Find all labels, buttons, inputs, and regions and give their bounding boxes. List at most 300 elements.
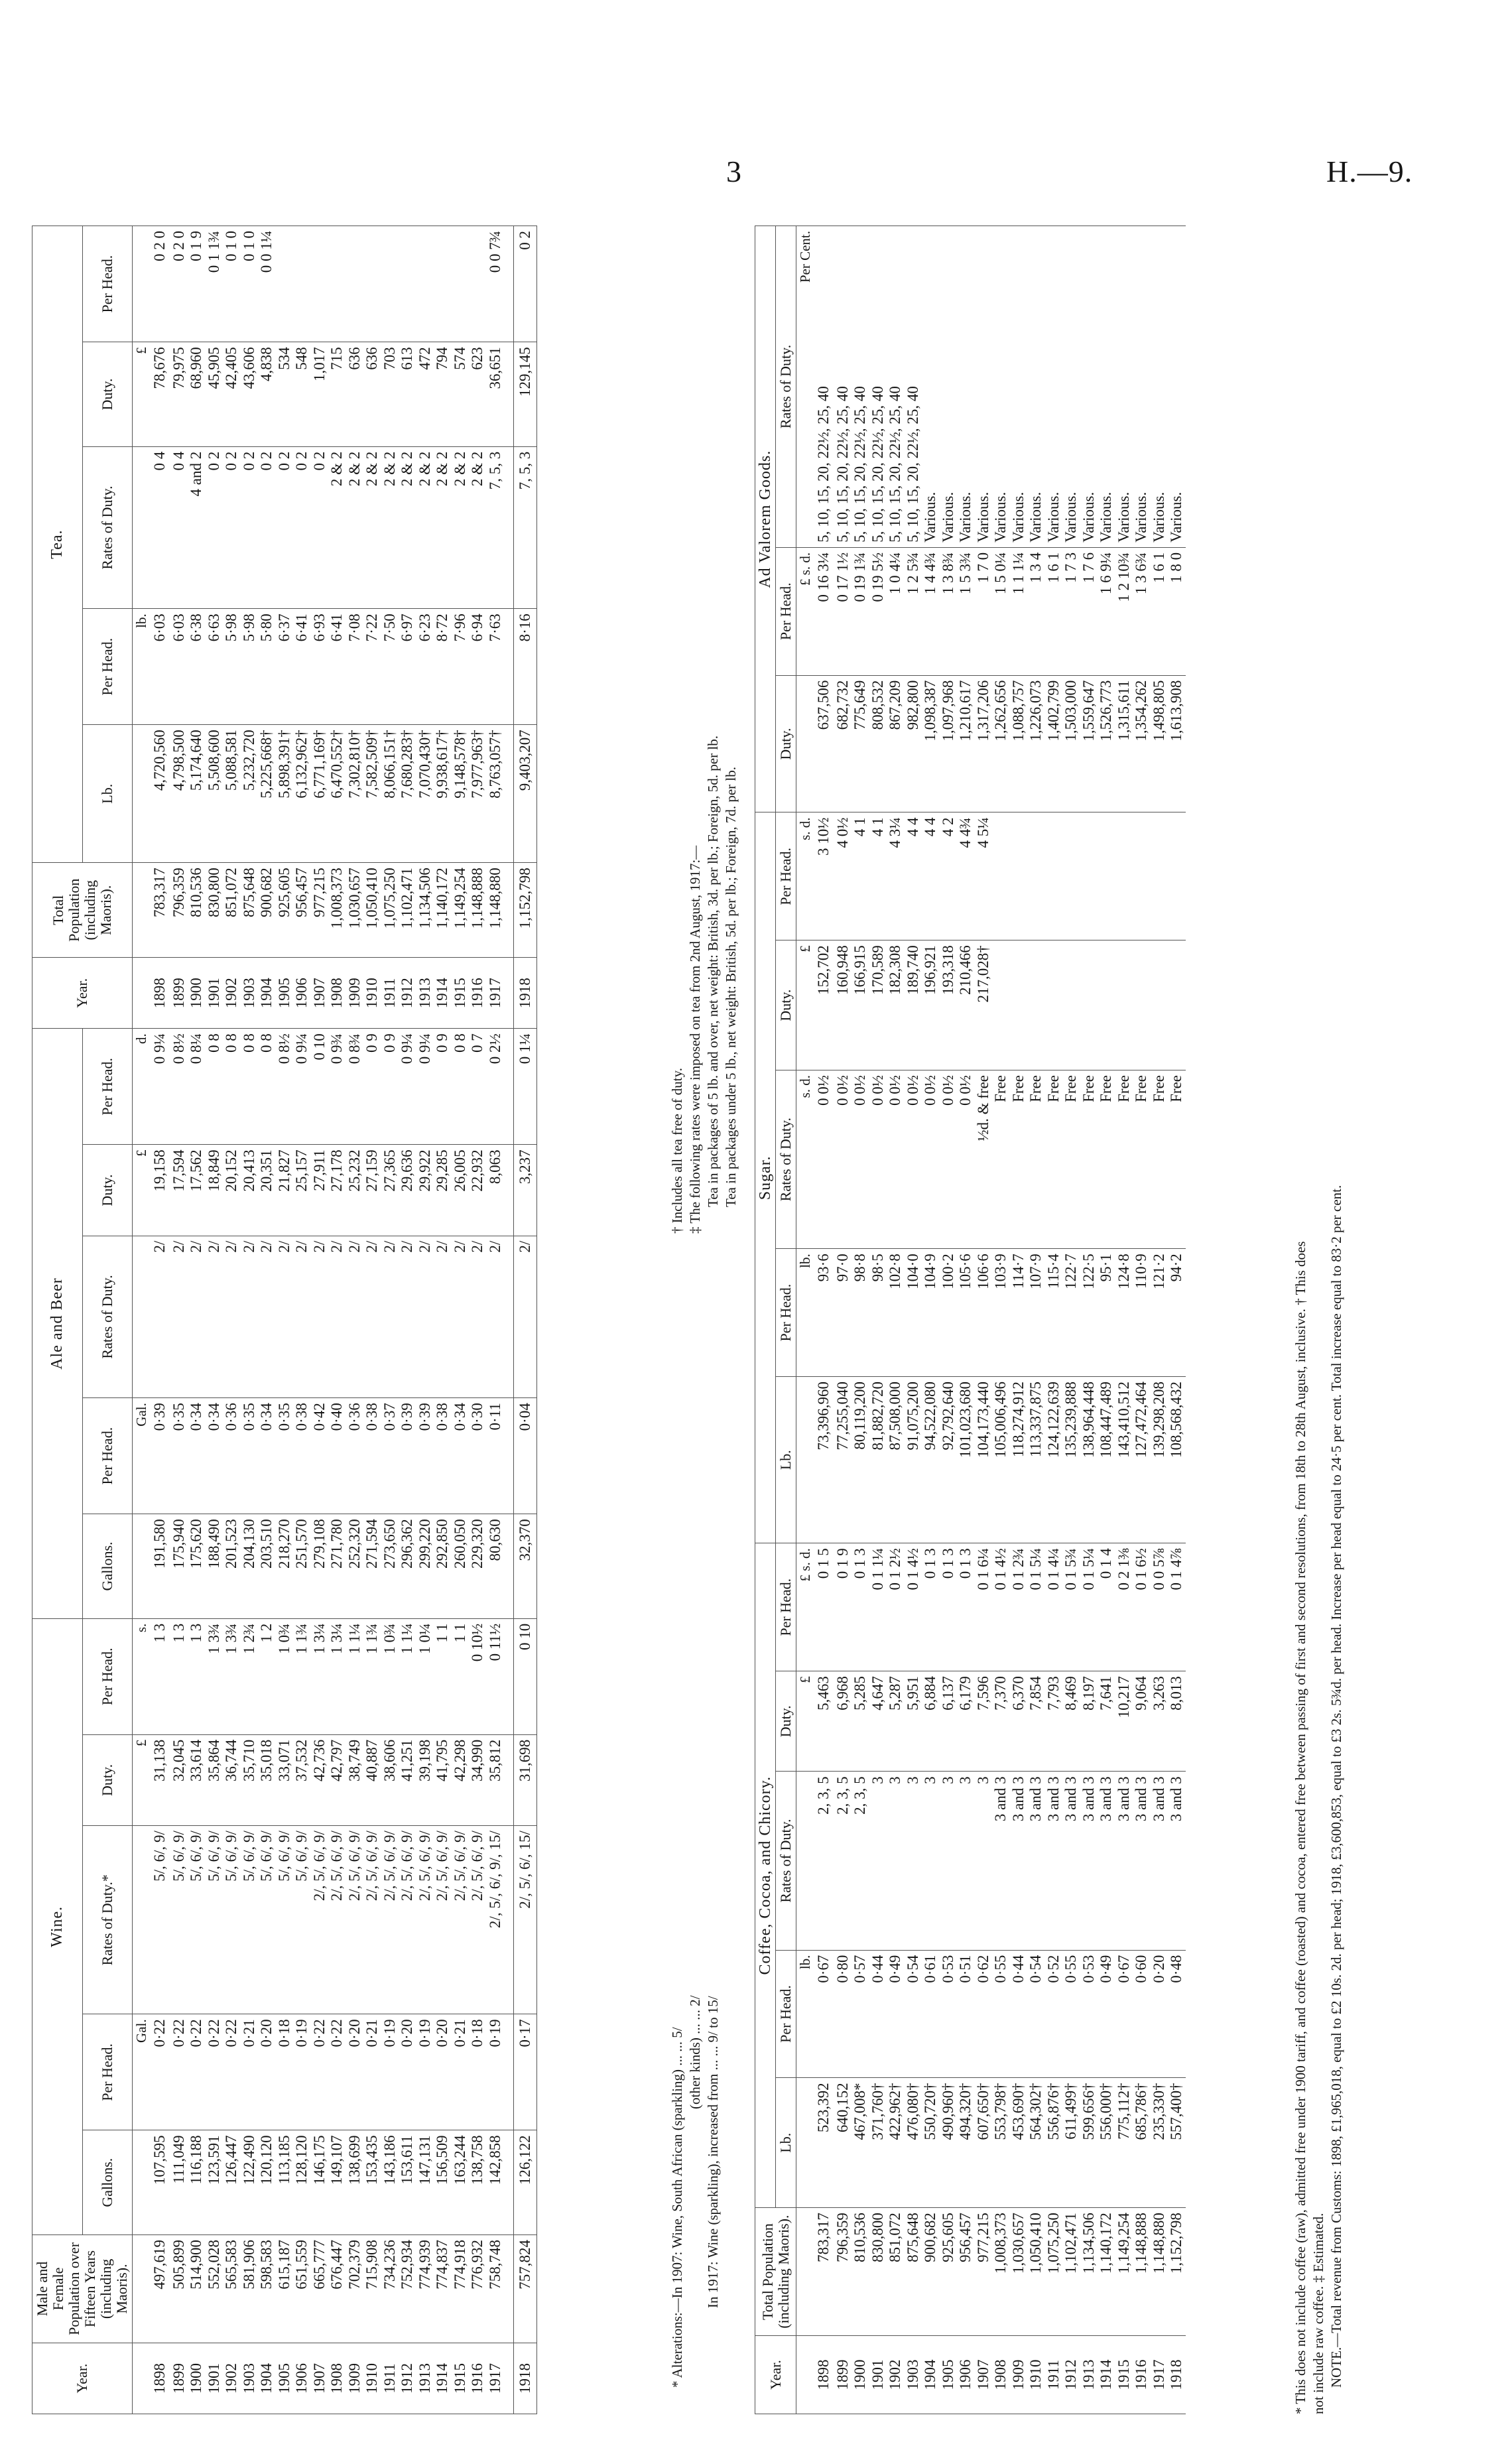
- cell-sugar-rates: 0 0½: [851, 1070, 869, 1248]
- unit-percent: Per Cent.: [796, 226, 814, 548]
- cell-wine-rates: 5/, 6/, 9/: [206, 1826, 223, 2014]
- cell-adval-duty: 1,498,805: [1151, 675, 1168, 812]
- cell-sugar-psd: 4 1: [869, 812, 887, 940]
- cell-year: 1917: [487, 2343, 505, 2414]
- cell-sugar-ph: 105·6: [957, 1249, 975, 1377]
- group-ad-valorem: Ad Valorem Goods.: [755, 226, 776, 812]
- cell-wine-ph: 1 3: [170, 1618, 188, 1734]
- cell-adult-pop: 774,918: [452, 2234, 470, 2343]
- cell-wine-duty: 36,744: [223, 1734, 241, 1825]
- cell-totpop: 977,215: [975, 2208, 993, 2336]
- cell-sugar-rates: 0 0½: [940, 1070, 958, 1248]
- cell-totpop: 1,140,172: [1098, 2208, 1115, 2336]
- note-line: Tea in packages under 5 lb., net weight: British, 5d. per lb.; Foreign, 7d. per lb.: [723, 767, 739, 1207]
- cell-year: 1912: [1062, 2336, 1080, 2414]
- cell-tea-totpop: 1,075,250: [381, 863, 399, 958]
- cell-ale-gallons: 271,780: [328, 1514, 346, 1619]
- cell-coffee-psd: 0 1 6½: [1133, 1543, 1151, 1671]
- cell-wine-per-head: 0·18: [276, 2014, 294, 2130]
- cell-ale-duty: 27,911: [311, 1145, 329, 1236]
- cell-sugar-ph: 110·9: [1133, 1249, 1151, 1377]
- col-adval-per-head: Per Head.: [776, 547, 796, 675]
- cell-totpop: 1,148,888: [1133, 2208, 1151, 2336]
- cell-tea-per-head: 6·97: [399, 609, 416, 725]
- cell-year: 1909: [346, 2343, 364, 2414]
- cell-wine-gallons: 143,186: [381, 2130, 399, 2235]
- cell-wine-gallons: 153,611: [399, 2130, 416, 2235]
- cell-coffee-duty: 7,854: [1027, 1671, 1045, 1772]
- table-wine-ale-tea: [32, 226, 537, 2414]
- rotated-page-content: [32, 226, 1344, 2414]
- cell-totpop: 1,134,506: [1080, 2208, 1098, 2336]
- cell-tea-rates: 0 2: [311, 446, 329, 608]
- cell-tea-rates: 0 2: [206, 446, 223, 608]
- cell-wine-rates: 2/, 5/, 6/, 9/: [416, 1826, 434, 2014]
- cell-adval-psd: 1 2 10¾: [1115, 547, 1133, 675]
- customs-notes: [1292, 226, 1346, 2414]
- cell-coffee-psd: 0 1 4¼: [1045, 1543, 1063, 1671]
- cell-wine-gallons: 142,858: [487, 2130, 505, 2235]
- cell-adval-psd: 1 3 8¾: [940, 547, 958, 675]
- cell-adval-psd: 1 5 3¾: [957, 547, 975, 675]
- cell-sugar-duty: 189,740: [905, 940, 922, 1070]
- cell-tea-duty: 636: [346, 342, 364, 447]
- cell-sugar-lb: 113,337,875: [1027, 1377, 1045, 1543]
- cell-coffee-ph: 0·80: [834, 1950, 852, 2078]
- cell-wine-rates: 2/, 5/, 6/, 9/: [399, 1826, 416, 2014]
- cell-ale-per-head: 0·34: [258, 1398, 276, 1514]
- cell-coffee-ph: 0·67: [1115, 1950, 1133, 2078]
- cell-coffee-lb: 490,960†: [940, 2078, 958, 2208]
- cell-tea-duty: 42,405: [223, 342, 241, 447]
- cell-year: 1906: [293, 2343, 311, 2414]
- cell-year: 1915: [452, 958, 470, 1029]
- spacer-cell: [504, 226, 514, 342]
- cell-coffee-ph: 0·20: [1151, 1950, 1168, 2078]
- cell-totpop: 851,072: [887, 2208, 905, 2336]
- cell-year: 1898: [151, 958, 170, 1029]
- cell-sugar-lb: 94,522,080: [922, 1377, 940, 1543]
- cell-total-tea-ph: 0 2: [514, 226, 537, 342]
- cell-tea-duty: 79,975: [170, 342, 188, 447]
- cell-wine-ph: 0 10½: [469, 1618, 487, 1734]
- col-year-2: Year.: [32, 958, 133, 1029]
- cell-sugar-duty: 160,948: [834, 940, 852, 1070]
- cell-wine-per-head: 0·22: [311, 2014, 329, 2130]
- cell-sugar-duty: [1062, 940, 1080, 1070]
- cell-adult-pop: 598,583: [258, 2234, 276, 2343]
- cell-coffee-psd: 0 1 4: [1098, 1543, 1115, 1671]
- cell-tea-ph: 0 2 0: [170, 226, 188, 342]
- table-row: [469, 226, 487, 2414]
- cell-ale-ph: 0 9¾: [328, 1029, 346, 1145]
- cell-coffee-psd: 0 1 9: [834, 1543, 852, 1671]
- cell-sugar-rates: Free: [1168, 1070, 1186, 1248]
- cell-tea-rates: 2 & 2: [434, 446, 452, 608]
- cell-coffee-lb: 523,392: [814, 2078, 834, 2208]
- cell-year: 1899: [170, 2343, 188, 2414]
- cell-tea-per-head: 8·72: [434, 609, 452, 725]
- cell-year: 1907: [311, 958, 329, 1029]
- col-adval-rates: Rates of Duty.: [776, 226, 796, 548]
- cell-wine-duty: 35,812: [487, 1734, 505, 1825]
- cell-tea-ph: [276, 226, 294, 342]
- cell-sugar-ph: 121·2: [1151, 1249, 1168, 1377]
- table-row: [992, 226, 1010, 2414]
- cell-tea-rates: 0 2: [293, 446, 311, 608]
- table-row: [1133, 226, 1151, 2414]
- cell-ale-ph: 0 8½: [170, 1029, 188, 1145]
- cell-sugar-duty: 210,466: [957, 940, 975, 1070]
- cell-coffee-rates: 2, 3, 5: [834, 1772, 852, 1950]
- cell-total-ale-duty: 3,237: [514, 1145, 537, 1236]
- unit-pound: £: [796, 1671, 814, 1772]
- cell-coffee-ph: 0·57: [851, 1950, 869, 2078]
- cell-ale-duty: 25,157: [293, 1145, 311, 1236]
- cell-year: 1903: [905, 2336, 922, 2414]
- cell-totpop: 1,152,798: [1168, 2208, 1186, 2336]
- cell-adval-psd: 1 6 9¼: [1098, 547, 1115, 675]
- cell-coffee-lb: 685,786†: [1133, 2078, 1151, 2208]
- cell-adval-rates: Various.: [1045, 226, 1063, 548]
- cell-totpop: 875,648: [905, 2208, 922, 2336]
- cell-year: 1899: [170, 958, 188, 1029]
- cell-year: 1912: [399, 958, 416, 1029]
- cell-ale-gallons: 229,320: [469, 1514, 487, 1619]
- cell-sugar-ph: 98·5: [869, 1249, 887, 1377]
- wine-alterations-notes: [668, 1260, 722, 2388]
- cell-wine-ph: 1 1¼: [399, 1618, 416, 1734]
- cell-coffee-rates: 3: [975, 1772, 993, 1950]
- cell-coffee-duty: 6,370: [1010, 1671, 1028, 1772]
- cell-tea-per-head: 6·38: [188, 609, 206, 725]
- cell-sugar-rates: Free: [1027, 1070, 1045, 1248]
- cell-ale-gallons: 188,490: [206, 1514, 223, 1619]
- cell-sugar-rates: 0 0½: [887, 1070, 905, 1248]
- cell-year: 1911: [1045, 2336, 1063, 2414]
- cell-total-wine-per-head: 0·17: [514, 2014, 537, 2130]
- cell-tea-duty: 45,905: [206, 342, 223, 447]
- cell-tea-ph: 0 2 0: [151, 226, 170, 342]
- cell-wine-rates: 2/, 5/, 6/, 9/: [381, 1826, 399, 2014]
- cell-ale-gallons: 175,940: [170, 1514, 188, 1619]
- cell-tea-rates: 2 & 2: [399, 446, 416, 608]
- cell-ale-gallons: 299,220: [416, 1514, 434, 1619]
- col-coffee-duty-per-head: Per Head.: [776, 1543, 796, 1671]
- unit-gal: Gal.: [133, 1398, 151, 1514]
- cell-ale-duty: 19,158: [151, 1145, 170, 1236]
- cell-wine-gallons: 116,188: [188, 2130, 206, 2235]
- cell-adval-psd: 0 19 5½: [869, 547, 887, 675]
- cell-coffee-psd: 0 1 1¼: [869, 1543, 887, 1671]
- cell-sugar-rates: ½d. & free: [975, 1070, 993, 1248]
- cell-sugar-rates: 0 0½: [905, 1070, 922, 1248]
- col-coffee-duty: Duty.: [776, 1671, 796, 1772]
- spacer-cell: [504, 958, 514, 1029]
- cell-coffee-lb: 453,690†: [1010, 2078, 1028, 2208]
- cell-tea-totpop: 875,648: [241, 863, 259, 958]
- col-tea-lb: Lb.: [82, 725, 133, 863]
- unit-lb: lb.: [796, 1950, 814, 2078]
- cell-tea-totpop: 1,102,471: [399, 863, 416, 958]
- cell-ale-duty: 22,932: [469, 1145, 487, 1236]
- table-row: [975, 226, 993, 2414]
- cell-ale-duty: 25,232: [346, 1145, 364, 1236]
- cell-tea-lb: 7,582,509†: [363, 725, 381, 863]
- table-total-row: [514, 226, 537, 2414]
- cell-year: 1907: [311, 2343, 329, 2414]
- cell-ale-duty: 18,849: [206, 1145, 223, 1236]
- cell-tea-duty: 36,651: [487, 342, 505, 447]
- cell-wine-gallons: 107,595: [151, 2130, 170, 2235]
- cell-adult-pop: 497,619: [151, 2234, 170, 2343]
- tea-notes: [668, 239, 740, 1234]
- cell-ale-ph: 0 10: [311, 1029, 329, 1145]
- cell-ale-rates: 2/: [328, 1236, 346, 1397]
- cell-total-tea-per-head: 8·16: [514, 609, 537, 725]
- cell-wine-per-head: 0·21: [363, 2014, 381, 2130]
- cell-ale-per-head: 0·34: [206, 1398, 223, 1514]
- cell-tea-duty: 613: [399, 342, 416, 447]
- cell-tea-lb: 9,148,578†: [452, 725, 470, 863]
- cell-adval-psd: 1 6 1: [1151, 547, 1168, 675]
- cell-tea-ph: 0 1 0: [241, 226, 259, 342]
- table-row: [487, 226, 505, 2414]
- cell-coffee-ph: 0·53: [1080, 1950, 1098, 2078]
- cell-sugar-psd: 4 4: [905, 812, 922, 940]
- cell-wine-per-head: 0·22: [151, 2014, 170, 2130]
- cell-sugar-rates: Free: [1151, 1070, 1168, 1248]
- cell-wine-duty: 38,606: [381, 1734, 399, 1825]
- cell-adval-duty: 1,613,908: [1168, 675, 1186, 812]
- cell-adval-duty: 682,732: [834, 675, 852, 812]
- cell-total-ale-ph: 0 1¼: [514, 1029, 537, 1145]
- cell-wine-ph: 0 11½: [487, 1618, 505, 1734]
- cell-coffee-lb: 557,400†: [1168, 2078, 1186, 2208]
- col-adval-duty: Duty.: [776, 675, 796, 812]
- cell-sugar-lb: 81,882,720: [869, 1377, 887, 1543]
- cell-coffee-ph: 0·53: [940, 1950, 958, 2078]
- cell-year: 1911: [381, 2343, 399, 2414]
- col-sugar-duty: Duty.: [776, 940, 796, 1070]
- table-row: [1027, 226, 1045, 2414]
- cell-tea-per-head: 7·63: [487, 609, 505, 725]
- cell-adult-pop: 615,187: [276, 2234, 294, 2343]
- cell-wine-rates: 5/, 6/, 9/: [258, 1826, 276, 2014]
- cell-tea-totpop: 796,359: [170, 863, 188, 958]
- spacer-cell: [504, 342, 514, 447]
- cell-year: 1902: [223, 2343, 241, 2414]
- cell-adval-duty: 1,559,647: [1080, 675, 1098, 812]
- cell-sugar-psd: 4 3¼: [887, 812, 905, 940]
- cell-adval-rates: Various.: [1010, 226, 1028, 548]
- cell-ale-duty: 29,285: [434, 1145, 452, 1236]
- table-row: [1062, 226, 1080, 2414]
- cell-sugar-psd: [1010, 812, 1028, 940]
- cell-adval-rates: Various.: [975, 226, 993, 548]
- cell-tea-rates: 0 2: [241, 446, 259, 608]
- cell-wine-duty: 34,990: [469, 1734, 487, 1825]
- cell-sugar-duty: 182,308: [887, 940, 905, 1070]
- cell-tea-per-head: 6·93: [311, 609, 329, 725]
- cell-wine-rates: 2/, 5/, 6/, 9/: [311, 1826, 329, 2014]
- cell-wine-gallons: 138,758: [469, 2130, 487, 2235]
- table-row: [399, 226, 416, 2414]
- spacer-cell: [504, 725, 514, 863]
- unit-lb: lb.: [133, 609, 151, 725]
- cell-sugar-rates: 0 0½: [922, 1070, 940, 1248]
- cell-coffee-ph: 0·55: [1062, 1950, 1080, 2078]
- cell-tea-duty: 548: [293, 342, 311, 447]
- spacer-cell: [504, 1514, 514, 1619]
- cell-coffee-lb: 550,720†: [922, 2078, 940, 2208]
- cell-tea-lb: 5,232,720: [241, 725, 259, 863]
- cell-sugar-ph: 122·5: [1080, 1249, 1098, 1377]
- cell-coffee-psd: 0 1 2½: [887, 1543, 905, 1671]
- spacer-cell: [504, 609, 514, 725]
- cell-sugar-duty: 166,915: [851, 940, 869, 1070]
- cell-tea-rates: 4 and 2: [188, 446, 206, 608]
- cell-adval-duty: 1,097,968: [940, 675, 958, 812]
- cell-wine-ph: 1 0¾: [276, 1618, 294, 1734]
- cell-tea-ph: [328, 226, 346, 342]
- cell-adval-psd: 0 16 3¼: [814, 547, 834, 675]
- cell-sugar-lb: 127,472,464: [1133, 1377, 1151, 1543]
- cell-wine-per-head: 0·20: [434, 2014, 452, 2130]
- cell-tea-totpop: 1,050,410: [363, 863, 381, 958]
- cell-wine-per-head: 0·22: [223, 2014, 241, 2130]
- cell-year: 1904: [922, 2336, 940, 2414]
- cell-wine-per-head: 0·18: [469, 2014, 487, 2130]
- col-ale-duty: Duty.: [82, 1145, 133, 1236]
- cell-sugar-psd: [1098, 812, 1115, 940]
- cell-adval-rates: Various.: [1062, 226, 1080, 548]
- col-coffee-rates: Rates of Duty.: [776, 1772, 796, 1950]
- cell-wine-per-head: 0·20: [258, 2014, 276, 2130]
- col-total-population: Total Population (including Maoris).: [755, 2208, 796, 2336]
- col-ale-rates: Rates of Duty.: [82, 1236, 133, 1397]
- cell-tea-ph: [363, 226, 381, 342]
- table-row: [851, 226, 869, 2414]
- cell-tea-duty: 68,960: [188, 342, 206, 447]
- cell-tea-duty: 623: [469, 342, 487, 447]
- cell-sugar-psd: 4 4: [922, 812, 940, 940]
- cell-ale-ph: 0 9¼: [151, 1029, 170, 1145]
- cell-ale-rates: 2/: [452, 1236, 470, 1397]
- cell-wine-duty: 35,864: [206, 1734, 223, 1825]
- cell-wine-per-head: 0·20: [399, 2014, 416, 2130]
- spacer-cell: [504, 2130, 514, 2235]
- cell-coffee-rates: 2, 3, 5: [814, 1772, 834, 1950]
- cell-sugar-ph: 93·6: [814, 1249, 834, 1377]
- cell-sugar-psd: 4 2: [940, 812, 958, 940]
- cell-coffee-psd: 0 1 3: [957, 1543, 975, 1671]
- cell-tea-ph: 0 0 7¾: [487, 226, 505, 342]
- cell-sugar-psd: 4 1: [851, 812, 869, 940]
- spacer-cell: [504, 446, 514, 608]
- cell-coffee-rates: 3 and 3: [1062, 1772, 1080, 1950]
- cell-sugar-duty: [1010, 940, 1028, 1070]
- cell-ale-per-head: 0·35: [241, 1398, 259, 1514]
- cell-ale-duty: 20,351: [258, 1145, 276, 1236]
- cell-adval-psd: 1 8 0: [1168, 547, 1186, 675]
- cell-wine-per-head: 0·22: [188, 2014, 206, 2130]
- cell-adval-psd: 1 0 4¼: [887, 547, 905, 675]
- cell-coffee-ph: 0·61: [922, 1950, 940, 2078]
- cell-totpop: 1,148,880: [1151, 2208, 1168, 2336]
- cell-ale-gallons: 273,650: [381, 1514, 399, 1619]
- cell-coffee-psd: 0 1 4½: [905, 1543, 922, 1671]
- cell-wine-per-head: 0·22: [206, 2014, 223, 2130]
- cell-adval-psd: 1 6 1: [1045, 547, 1063, 675]
- cell-tea-per-head: 6·03: [170, 609, 188, 725]
- cell-tea-ph: [416, 226, 434, 342]
- cell-sugar-rates: Free: [1080, 1070, 1098, 1248]
- cell-ale-gallons: 279,108: [311, 1514, 329, 1619]
- col-tea-rates: Rates of Duty.: [82, 446, 133, 608]
- table-coffee-sugar-advalorem: [755, 226, 1186, 2414]
- cell-tea-totpop: 1,140,172: [434, 863, 452, 958]
- cell-tea-per-head: 6·03: [151, 609, 170, 725]
- col-total-population: Total Population (including Maoris).: [32, 863, 133, 958]
- cell-wine-per-head: 0·19: [381, 2014, 399, 2130]
- cell-tea-duty: 78,676: [151, 342, 170, 447]
- cell-totpop: 783,317: [814, 2208, 834, 2336]
- cell-sugar-duty: [1027, 940, 1045, 1070]
- cell-sugar-psd: 4 5¼: [975, 812, 993, 940]
- cell-adval-duty: 1,317,206: [975, 675, 993, 812]
- table-row: [188, 226, 206, 2414]
- cell-year: 1908: [328, 2343, 346, 2414]
- cell-adval-rates: 5, 10, 15, 20, 22½, 25, 40: [834, 226, 852, 548]
- cell-ale-duty: 29,636: [399, 1145, 416, 1236]
- cell-adval-rates: Various.: [1168, 226, 1186, 548]
- cell-coffee-duty: 5,463: [814, 1671, 834, 1772]
- cell-wine-per-head: 0·19: [293, 2014, 311, 2130]
- cell-wine-gallons: 149,107: [328, 2130, 346, 2235]
- cell-ale-duty: 27,159: [363, 1145, 381, 1236]
- cell-year: 1918: [1168, 2336, 1186, 2414]
- cell-tea-duty: 715: [328, 342, 346, 447]
- cell-total-ale-gallons: 32,370: [514, 1514, 537, 1619]
- cell-wine-gallons: 146,175: [311, 2130, 329, 2235]
- spacer-cell: [504, 2014, 514, 2130]
- cell-coffee-duty: 8,197: [1080, 1671, 1098, 1772]
- cell-ale-ph: 0 8¼: [188, 1029, 206, 1145]
- cell-ale-rates: 2/: [469, 1236, 487, 1397]
- cell-tea-rates: 2 & 2: [416, 446, 434, 608]
- cell-coffee-duty: 7,641: [1098, 1671, 1115, 1772]
- cell-coffee-rates: 3 and 3: [1133, 1772, 1151, 1950]
- cell-sugar-psd: [1080, 812, 1098, 940]
- cell-adval-psd: 0 17 1½: [834, 547, 852, 675]
- spacer-cell: [504, 1826, 514, 2014]
- col-wine-per-head: Per Head.: [82, 2014, 133, 2130]
- cell-tea-duty: 4,838: [258, 342, 276, 447]
- table-row: [311, 226, 329, 2414]
- cell-sugar-rates: 0 0½: [814, 1070, 834, 1248]
- cell-ale-ph: 0 9¼: [399, 1029, 416, 1145]
- cell-sugar-rates: Free: [1010, 1070, 1028, 1248]
- cell-sugar-lb: 73,396,960: [814, 1377, 834, 1543]
- cell-year: 1902: [223, 958, 241, 1029]
- cell-totpop: 830,800: [869, 2208, 887, 2336]
- cell-sugar-duty: [1168, 940, 1186, 1070]
- cell-sugar-ph: 107·9: [1027, 1249, 1045, 1377]
- cell-wine-duty: 31,138: [151, 1734, 170, 1825]
- table-row: [1115, 226, 1133, 2414]
- cell-wine-rates: 2/, 5/, 6/, 9/: [363, 1826, 381, 2014]
